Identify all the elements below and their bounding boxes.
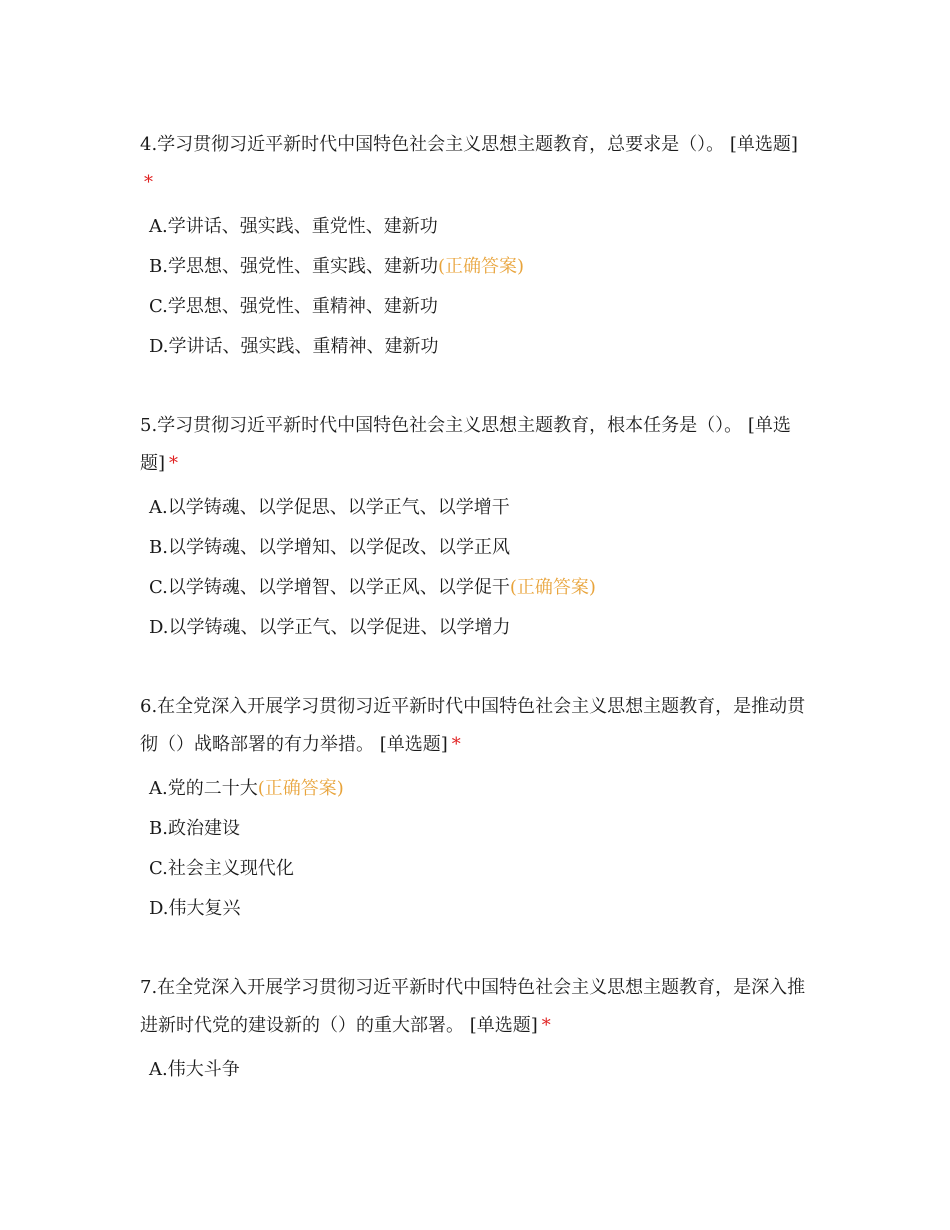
required-mark: * xyxy=(144,172,153,193)
option-text: B.学思想、强党性、重实践、建新功 xyxy=(149,256,438,277)
question-5 xyxy=(140,407,810,648)
correct-answer-label: (正确答案) xyxy=(257,778,344,799)
question-4-option-d[interactable] xyxy=(140,327,810,367)
question-5-stem: 5.学习贯彻习近平新时代中国特色社会主义思想主题教育，根本任务是（）。 [单选题] xyxy=(140,415,791,474)
question-7 xyxy=(140,969,810,1090)
question-6-option-b[interactable] xyxy=(140,809,810,849)
option-text: D.学讲话、强实践、重精神、建新功 xyxy=(149,336,439,357)
question-5-option-a[interactable] xyxy=(140,488,810,528)
question-5-text xyxy=(140,407,810,483)
option-text: C.学思想、强党性、重精神、建新功 xyxy=(149,296,438,317)
question-4-stem: 4.学习贯彻习近平新时代中国特色社会主义思想主题教育，总要求是（）。 [单选题] xyxy=(140,134,798,155)
option-text: A.伟大斗争 xyxy=(149,1059,240,1080)
option-text: A.学讲话、强实践、重党性、建新功 xyxy=(149,216,438,237)
question-4 xyxy=(140,126,810,367)
question-7-text xyxy=(140,969,810,1045)
question-4-option-a[interactable] xyxy=(140,207,810,247)
option-text: B.政治建设 xyxy=(149,818,240,839)
question-5-option-b[interactable] xyxy=(140,528,810,568)
question-6-text xyxy=(140,688,810,764)
required-mark: * xyxy=(541,1015,551,1036)
question-4-option-c[interactable] xyxy=(140,287,810,327)
question-4-text xyxy=(140,126,810,202)
question-7-option-a[interactable] xyxy=(140,1050,810,1090)
question-7-stem: 7.在全党深入开展学习贯彻习近平新时代中国特色社会主义思想主题教育，是深入推进新时代党的建设新的（）的重大部署。 [单选题] xyxy=(140,977,806,1036)
question-6-option-a[interactable] xyxy=(140,769,810,809)
option-text: C.以学铸魂、以学增智、以学正风、以学促干 xyxy=(149,577,510,598)
correct-answer-label: (正确答案) xyxy=(509,577,596,598)
question-6 xyxy=(140,688,810,929)
option-text: D.以学铸魂、以学正气、以学促进、以学增力 xyxy=(149,617,511,638)
option-text: A.党的二十大 xyxy=(149,778,258,799)
option-text: D.伟大复兴 xyxy=(149,898,241,919)
required-mark: * xyxy=(169,453,179,474)
question-list xyxy=(140,126,810,1090)
option-text: A.以学铸魂、以学促思、以学正气、以学增干 xyxy=(149,497,510,518)
option-text: B.以学铸魂、以学增知、以学促改、以学正风 xyxy=(149,537,510,558)
question-6-stem: 6.在全党深入开展学习贯彻习近平新时代中国特色社会主义思想主题教育，是推动贯彻（）战略部署的有力举措。 [单选题] xyxy=(140,696,806,755)
question-6-option-c[interactable] xyxy=(140,849,810,889)
question-4-option-b[interactable] xyxy=(140,247,810,287)
question-6-option-d[interactable] xyxy=(140,889,810,929)
option-text: C.社会主义现代化 xyxy=(149,858,294,879)
required-mark: * xyxy=(451,734,461,755)
question-5-option-d[interactable] xyxy=(140,608,810,648)
correct-answer-label: (正确答案) xyxy=(437,256,524,277)
question-5-option-c[interactable] xyxy=(140,568,810,608)
